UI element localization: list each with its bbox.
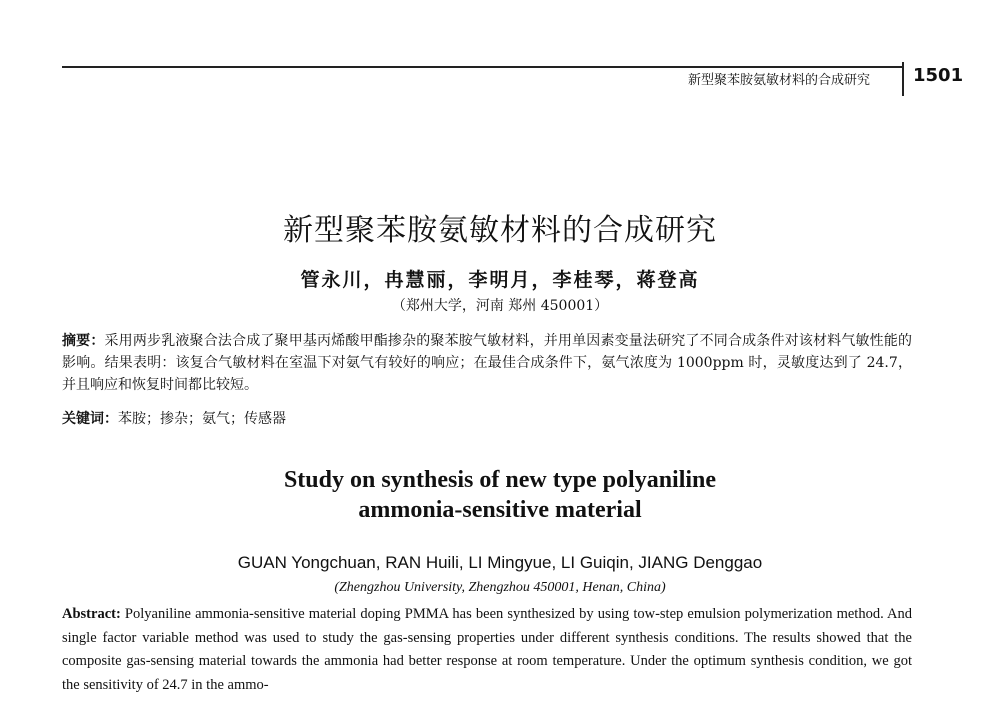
keywords-chinese-text: 苯胺；掺杂；氨气；传感器: [118, 411, 286, 427]
title-english: [0, 465, 1000, 525]
affiliation-english: (Zhengzhou University, Zhengzhou 450001, Henan, China): [334, 580, 666, 595]
abstract-chinese-text: 采用两步乳液聚合法合成了聚甲基丙烯酸甲酯掺杂的聚苯胺气敏材料，并用单因素变量法研究了不同合成条件对该材料气敏性能的影响。结果表明：该复合气敏材料在室温下对氨气有较好的响应；在最佳合成条件下，氨气浓度为 1000ppm 时，灵敏度达到了 24.7，并且响应和恢复时间都比较短。: [62, 333, 913, 393]
affiliation-chinese: （郑州大学，河南 郑州 450001）: [391, 298, 609, 314]
abstract-chinese: [62, 330, 912, 396]
abstract-english-label: Abstract:: [62, 606, 121, 622]
title-chinese: 新型聚苯胺氨敏材料的合成研究: [283, 213, 717, 248]
page-number: 1501: [913, 65, 964, 86]
authors-english: GUAN Yongchuan, RAN Huili, LI Mingyue, LI Guiqin, JIANG Denggao: [237, 553, 763, 572]
header-rule: [62, 66, 902, 68]
running-title: 新型聚苯胺氨敏材料的合成研究: [687, 73, 870, 88]
title-english-line2: ammonia-sensitive material: [358, 497, 642, 523]
header-divider: [902, 62, 904, 96]
keywords-chinese: [62, 408, 912, 428]
keywords-chinese-label: 关键词：: [62, 411, 118, 427]
title-english-line1: Study on synthesis of new type polyaniline: [283, 467, 717, 493]
authors-chinese: 管永川，冉慧丽，李明月，李桂琴，蒋登高: [300, 269, 700, 291]
abstract-english: [62, 603, 912, 697]
abstract-chinese-label: 摘要：: [62, 333, 105, 349]
abstract-english-text: Polyaniline ammonia-sensitive material doping PMMA has been synthesized by using tow-step emulsion polymerization method. And single factor variable method was used to study the gas-sensing properties under different synthesis conditions. The results showed that the composite gas-sensing material towards the ammonia had better response at room temperature. Under the optimum synthesis condition, we got the sensitivity of 24.7 in the ammo-: [62, 606, 912, 693]
